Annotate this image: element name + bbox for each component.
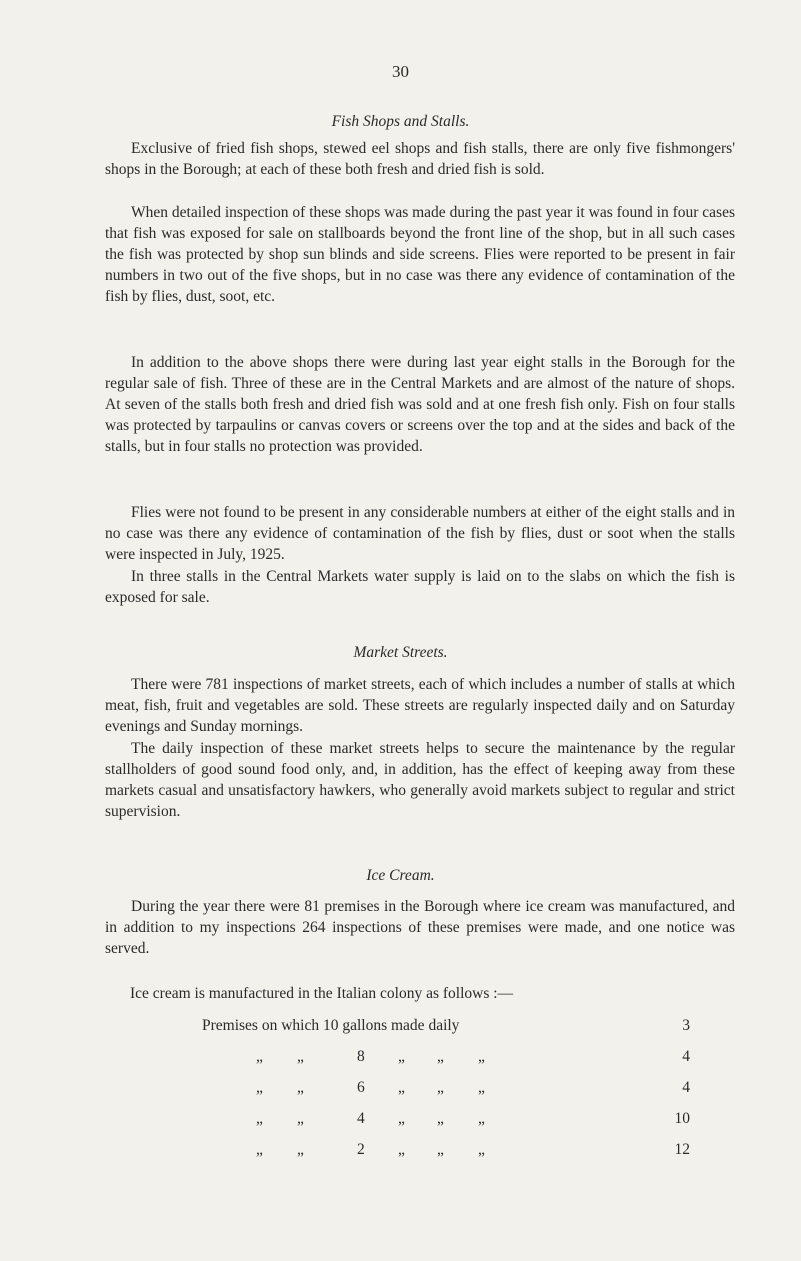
paragraph: When detailed inspection of these shops was made during the past year it was found in four cases that fish was exposed for sale on stallboards beyond the front line of the shop, but in all such cases the fish was protected by shop sun blinds and side screens. Flies were reported to be present in fair numbers in two out of the five shops, but in no case was there any evidence of contamination of the fish by flies, dust, soot, etc. xyxy=(105,204,735,305)
ditto-mark: „ xyxy=(478,1141,485,1158)
row-count: 10 xyxy=(674,1110,690,1127)
table-intro: Ice cream is manufactured in the Italian colony as follows :— xyxy=(130,985,514,1002)
heading-ice-cream: Ice Cream. xyxy=(366,867,435,884)
ditto-mark: „ xyxy=(398,1048,405,1065)
ditto-mark: „ xyxy=(398,1141,405,1158)
table-row xyxy=(0,1141,801,1163)
ditto-mark: „ xyxy=(398,1110,405,1127)
row-count: 12 xyxy=(674,1141,690,1158)
paragraph: Exclusive of fried fish shops, stewed eel shops and fish stalls, there are only five fishmongers' shops in the Borough; at each of these both fresh and dried fish is sold. xyxy=(105,140,735,178)
ditto-mark: „ xyxy=(297,1079,304,1096)
row-label: Premises on which 10 gallons made daily xyxy=(202,1017,460,1034)
ditto-mark: „ xyxy=(398,1079,405,1096)
ditto-mark: „ xyxy=(437,1141,444,1158)
row-gallons: 2 xyxy=(357,1141,365,1158)
ditto-mark: „ xyxy=(297,1141,304,1158)
paragraph: The daily inspection of these market streets helps to secure the maintenance by the regular stallholders of good sound food only, and, in addition, has the effect of keeping away from these markets casual and unsatisfactory hawkers, who generally avoid markets subject to regular and strict supervision. xyxy=(105,740,735,820)
table-row xyxy=(0,1017,801,1039)
row-count: 4 xyxy=(682,1079,690,1096)
paragraph: Flies were not found to be present in any considerable numbers at either of the eight stalls and in no case was there any evidence of contamination of the fish by flies, dust or soot when the stalls were inspected in July, 1925. xyxy=(105,504,735,563)
ditto-mark: „ xyxy=(256,1048,263,1065)
ditto-mark: „ xyxy=(437,1110,444,1127)
row-count: 3 xyxy=(682,1017,690,1034)
ditto-mark: „ xyxy=(297,1110,304,1127)
paragraph: In addition to the above shops there were during last year eight stalls in the Borough for the regular sale of fish. Three of these are in the Central Markets and are almost of the nature of shops. At seven of the stalls both fresh and dried fish was sold and at one fresh fish only. Fish on four stalls was protected by tarpaulins or canvas covers or screens over the top and at the sides and back of the stalls, but in four stalls no protection was provided. xyxy=(105,354,735,455)
paragraph: In three stalls in the Central Markets water supply is laid on to the slabs on which the fish is exposed for sale. xyxy=(105,568,735,606)
table-row xyxy=(0,1048,801,1070)
ditto-mark: „ xyxy=(478,1048,485,1065)
ditto-mark: „ xyxy=(437,1048,444,1065)
ditto-mark: „ xyxy=(478,1079,485,1096)
paragraph: There were 781 inspections of market streets, each of which includes a number of stalls at which meat, fish, fruit and vegetables are sold. These streets are regularly inspected daily and on Saturday evenings and Sunday mornings. xyxy=(105,676,735,735)
row-gallons: 8 xyxy=(357,1048,365,1065)
page-number: 30 xyxy=(392,62,409,81)
ditto-mark: „ xyxy=(478,1110,485,1127)
paragraph: During the year there were 81 premises in the Borough where ice cream was manufactured, and in addition to my inspections 264 inspections of these premises were made, and one notice was served. xyxy=(105,898,735,957)
ditto-mark: „ xyxy=(297,1048,304,1065)
ditto-mark: „ xyxy=(437,1079,444,1096)
ditto-mark: „ xyxy=(256,1141,263,1158)
row-gallons: 4 xyxy=(357,1110,365,1127)
table-row xyxy=(0,1110,801,1132)
ditto-mark: „ xyxy=(256,1079,263,1096)
heading-fish-shops: Fish Shops and Stalls. xyxy=(331,113,470,130)
ditto-mark: „ xyxy=(256,1110,263,1127)
heading-market-streets: Market Streets. xyxy=(353,644,448,661)
row-gallons: 6 xyxy=(357,1079,365,1096)
table-row xyxy=(0,1079,801,1101)
row-count: 4 xyxy=(682,1048,690,1065)
